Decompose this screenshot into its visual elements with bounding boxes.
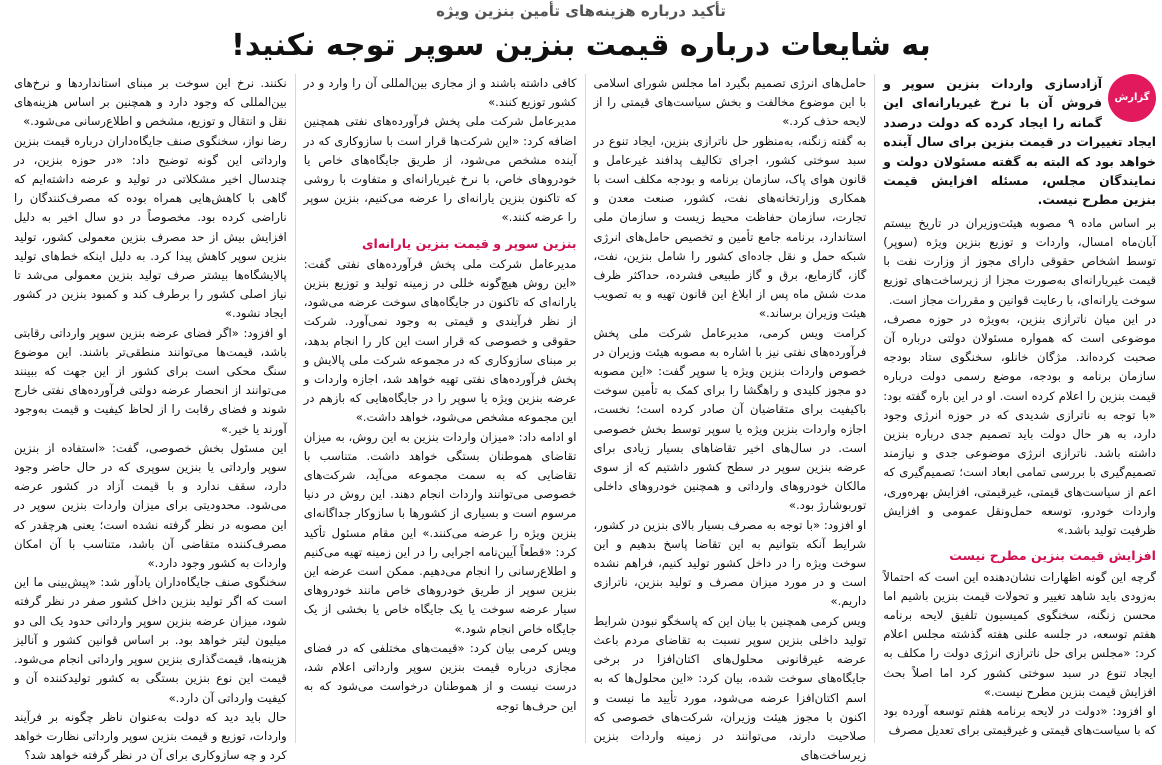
paragraph: این مسئول بخش خصوصی، گفت: «استفاده از بنزین سوپر وارداتی یا بنزین سوپری که در حال حاضر وجود دارد، سقف ندارد و با قیمت آزاد در کشور عرضه می‌شود. محدودیتی برای میزان واردات بنزین سوپر در این مصوبه در نظر گرفته نشده است؛ یعنی هرچقدر که مصرف‌کننده متقاضی آن باشد، متناسب با آن امکان واردات به کشور وجود دارد.» (14, 440, 287, 571)
report-badge: گزارش (1108, 74, 1156, 122)
paragraph: نکنند. نرخ این سوخت بر مبنای استانداردها و نرخ‌های بین‌المللی که وجود دارد و همچنین بر اساس هزینه‌های نقل و انتقال و توزیع، مشخص و اطلاع‌رسانی می‌شود.» (14, 76, 287, 129)
paragraph: سخنگوی صنف جایگاه‌داران یادآور شد: «پیش‌بینی ما این است که اگر تولید بنزین داخل کشور صفر در نظر گرفته شود، میزان عرضه بنزین سوپر وارداتی حدود یک الی دو میلیون لیتر خواهد بود. بر اساس قوانین کشور و آنالیز هزینه‌ها، قیمت‌گذاری بنزین سوپر وارداتی انجام می‌شود. قیمت این نوع بنزین بستگی به کشور تولیدکننده آن و کیفیت وارداتی آن دارد.» (14, 575, 287, 705)
article-columns (6, 74, 1156, 763)
article-headline: به شایعات درباره قیمت بنزین سوپر توجه نکنید! (231, 28, 931, 63)
column-4 (6, 74, 287, 763)
paragraph: او افزود: «اگر فضای عرضه بنزین سوپر وارداتی رقابتی باشد، قیمت‌ها می‌توانند منطقی‌تر باشند. این موضوع سنگ محکی است برای کشور از این جهت که ببینند می‌توانند از انحصار عرضه دولتی فرآورده‌های نفتی خارج شوند و فضای رقابت را از لحاظ کیفیت و قیمت به‌وجود آورند یا خیر.» (14, 325, 287, 436)
paragraph: او ادامه داد: «میزان واردات بنزین به این روش، به میزان تقاضای هموطنان بستگی خواهد داشت. متناسب با تقاضایی که به سمت مجموعه می‌آید، شرکت‌های خصوصی می‌توانند واردات انجام دهند. این روش در دنیا مرسوم است و بسیاری از کشورها با سازوکار جداگانه‌ای بنزین ویژه را عرضه می‌کنند.» این مقام مسئول تأکید کرد: «قطعاً آیین‌نامه اجرایی را در این زمینه تهیه می‌کنیم و اطلاع‌رسانی را انجام می‌دهیم. ممکن است عرضه این بنزین سوپر از طریق خودروهای خاص مانند خودروهای سیار عرضه سوخت یا یک جایگاه خاص یا بخشی از یک جایگاه خاص انجام شود.» (303, 429, 577, 636)
paragraph: کافی داشته باشند و از مجاری بین‌المللی آن را وارد و در کشور توزیع کنند.» (303, 76, 577, 110)
paragraph: او افزود: «دولت در لایحه برنامه هفتم توسعه آورده بود که با سیاست‌های قیمتی و غیرقیمتی برای تعدیل مصرف (883, 703, 1156, 738)
column-1 (874, 74, 1156, 743)
paragraph: مدیرعامل شرکت ملی پخش فرآورده‌های نفتی همچنین اضافه کرد: «این شرکت‌ها قرار است با سازوکاری که در آینده مشخص می‌شود، از طریق جایگاه‌های خاص یا خودروهای خاص، با نرخ غیریارانه‌ای و متفاوت با روشی که تاکنون بنزین یارانه‌ای را عرضه می‌کنیم، بنزین سوپر را عرضه کنند.» (303, 114, 577, 225)
paragraph: ویس کرمی بیان کرد: «قیمت‌های مختلفی که در فضای مجازی درباره قیمت بنزین سوپر وارداتی اعلام شد، درست نیست و از هموطنان درخواست می‌شود که به این حرف‌ها توجه (303, 640, 577, 713)
paragraph: او افزود: «با توجه به مصرف بسیار بالای بنزین در کشور، شرایط آنکه بتوانیم به این تقاضا پاسخ بدهیم و این سوخت ویژه را در داخل کشور تولید کنیم، فراهم نشده است و در مورد میزان مصرف و تولید بنزین، ناترازی داریم.» (593, 517, 867, 609)
paragraph: حامل‌های انرژی تصمیم بگیرد اما مجلس شورای اسلامی با این موضوع مخالفت و بخش سیاست‌های قیمتی را از لایحه حذف کرد.» (593, 76, 867, 129)
column-3 (295, 74, 577, 743)
paragraph: گرچه این گونه اظهارات نشان‌دهنده این است که احتمالاً به‌زودی باید شاهد تغییر و تحولات قیمت بنزین باشیم اما محسن زنگنه، سخنگوی کمیسیون تلفیق لایحه برنامه هفتم توسعه، در جلسه علنی هفته گذشته مجلس اعلام کرد: «مجلس برای حل ناترازی انرژی دولت را مکلف به ایجاد تنوع در سبد سوختی کشور کرد اما اصلاً بحث افزایش قیمت بنزین مطرح نیست.» (883, 569, 1156, 699)
paragraph: به گفته زنگنه، به‌منظور حل ناترازی بنزین، ایجاد تنوع در سبد سوختی کشور، اجرای تکالیف پدافند غیرعامل و قانون هوای پاک، سازمان برنامه و بودجه مکلف است با همکاری وزارتخانه‌های نفت، کشور، صنعت معدن و تجارت، سازمان حفاظت محیط زیست و سازمان ملی استاندارد، برنامه جامع تأمین و تخصیص حامل‌های انرژی شبکه حمل و نقل جاده‌ای کشور را شامل بنزین، نفت، گاز، گازمایع، برق و گاز طبیعی فشرده، حداکثر ظرف مدت شش ماه پس از ابلاغ این قانون تهیه و به تصویب هیئت وزیران برساند.» (593, 133, 867, 321)
paragraph: کرامت ویس کرمی، مدیرعامل شرکت ملی پخش فرآورده‌های نفتی نیز با اشاره به مصوبه هیئت وزیران در خصوص واردات بنزین ویژه یا سوپر گفت: «این مصوبه دو مجوز کلیدی و راهگشا را برای کمک به تأمین سوخت باکیفیت برای متقاضیان آن صادر کرده است؛ نخست، اجازه واردات بنزین ویژه یا سوپر توسط بخش خصوصی است. در سال‌های اخیر تقاضاهای بسیار زیادی برای عرضه بنزین سوپر در سطح کشور داشتیم که از سوی مالکان خودروهای وارداتی و همچنین خودروهای داخلی توربوشارژ بود.» (593, 325, 867, 513)
column-2 (585, 74, 867, 763)
paragraph: در این میان ناترازی بنزین، به‌ویژه در حوزه مصرف، موضوعی است که همواره مسئولان دولتی درباره آن صحبت کرده‌اند. مژگان خانلو، سخنگوی ستاد بودجه سازمان برنامه و بودجه، موضع رسمی دولت درباره قیمت بنزین را اعلام کرده است. او در این باره گفته بود: «با توجه به ناترازی شدیدی که در حوزه انرژی وجود دارد، به هر حال دولت باید تصمیم جدی درباره بنزین داشته باشد. ناترازی انرژی موضوعی جدی و نیازمند تصمیم‌گیری با بررسی تمامی ابعاد است؛ تصمیم‌گیری که اعم از سیاست‌های قیمتی، غیرقیمتی، افزایش بهره‌وری، واردات خودرو، توسعه حمل‌ونقل عمومی و افزایش ظرفیت تولید باشد.» (883, 311, 1156, 538)
paragraph: حال باید دید که دولت به‌عنوان ناظر چگونه بر فرآیند واردات، توزیع و قیمت بنزین سوپر وارداتی نظارت خواهد کرد و چه سازوکاری برای آن در نظر گرفته خواهد شد؟ (14, 709, 287, 763)
paragraph: مدیرعامل شرکت ملی پخش فرآورده‌های نفتی گفت: «این روش هیچ‌گونه خللی در زمینه تولید و توزیع بنزین یارانه‌ای که تاکنون در جایگاه‌های سوخت عرضه می‌شود، از نظر فرآیندی و قیمتی به وجود نمی‌آورد. شرکت حقوقی و خصوصی که قرار است این کار را انجام بدهد، بر مبنای سازوکاری که در مجموعه شرکت ملی پالایش و پخش فرآورده‌های نفتی تهیه خواهد شد، اجازه واردات و عرضه بنزین ویژه یا سوپر را در جایگاه‌هایی که بازهم در این مجموعه مشخص می‌شود، خواهد داشت.» (303, 256, 577, 425)
paragraph: بر اساس ماده ۹ مصوبه هیئت‌وزیران در تاریخ بیستم آبان‌ماه امسال، واردات و توزیع بنزین ویژه (سوپر) توسط اشخاص حقوقی دارای مجوز از وزارت نفت با قیمت غیریارانه‌ای به‌صورت مجزا از زیرساخت‌های توزیع سوخت یارانه‌ای، با رعایت قوانین و مقررات مجاز است. (883, 215, 1156, 307)
paragraph: ویس کرمی همچنین با بیان این که پاسخگو نبودن شرایط تولید داخلی بنزین سوپر نسبت به تقاضای مردم باعث عرضه غیرقانونی محلول‌های اکتان‌افزا در برخی جایگاه‌های سوخت شده، بیان کرد: «این محلول‌ها که به اسم اکتان‌افزا عرضه می‌شود، مورد تأیید ما نیست و اکنون با مجوز هیئت وزیران، شرکت‌های خصوصی که صلاحیت دارند، می‌توانند در زمینه واردات بنزین زیرساخت‌های (593, 613, 867, 763)
paragraph: رضا نواز، سخنگوی صنف جایگاه‌داران درباره قیمت بنزین وارداتی این گونه توضیح داد: «در حوزه بنزین، در چندسال اخیر مشکلاتی در تولید و عرضه داشته‌ایم که گاهی با کاهش‌هایی همراه بوده که مصرف‌کنندگان را ناراضی کرده بود. مخصوصاً در دو سال اخیر به دلیل افزایش بیش از حد مصرف بنزین معمولی کشور، تولید بنزین سوپر کاهش پیدا کرد. به دلیل اینکه خط‌های تولید پالایشگاه‌ها بیشتر صرف تولید بنزین معمولی می‌شد تا نیاز اصلی کشور را برطرف کند و کمبود بنزین در کشور ایجاد نشود.» (14, 133, 287, 321)
section-subheading: افزایش قیمت بنزین مطرح نیست (949, 548, 1156, 564)
article-kicker: تأکید درباره هزینه‌های تأمین بنزین ویژه (436, 2, 726, 20)
section-subheading: بنزین سوپر و قیمت بنزین یارانه‌ای (361, 235, 577, 251)
lead-paragraph: آزادسازی واردات بنزین سوپر و فروش آن با نرخ غیریارانه‌ای این گمانه را ایجاد کرده که دولت درصدد ایجاد تغییرات در قیمت بنزین برای سال آینده خواهد بود که البته به گفته مسئولان دولت و نمایندگان مجلس، مسئله افزایش قیمت بنزین مطرح نیست. (883, 76, 1156, 208)
lead-block (883, 74, 1156, 210)
